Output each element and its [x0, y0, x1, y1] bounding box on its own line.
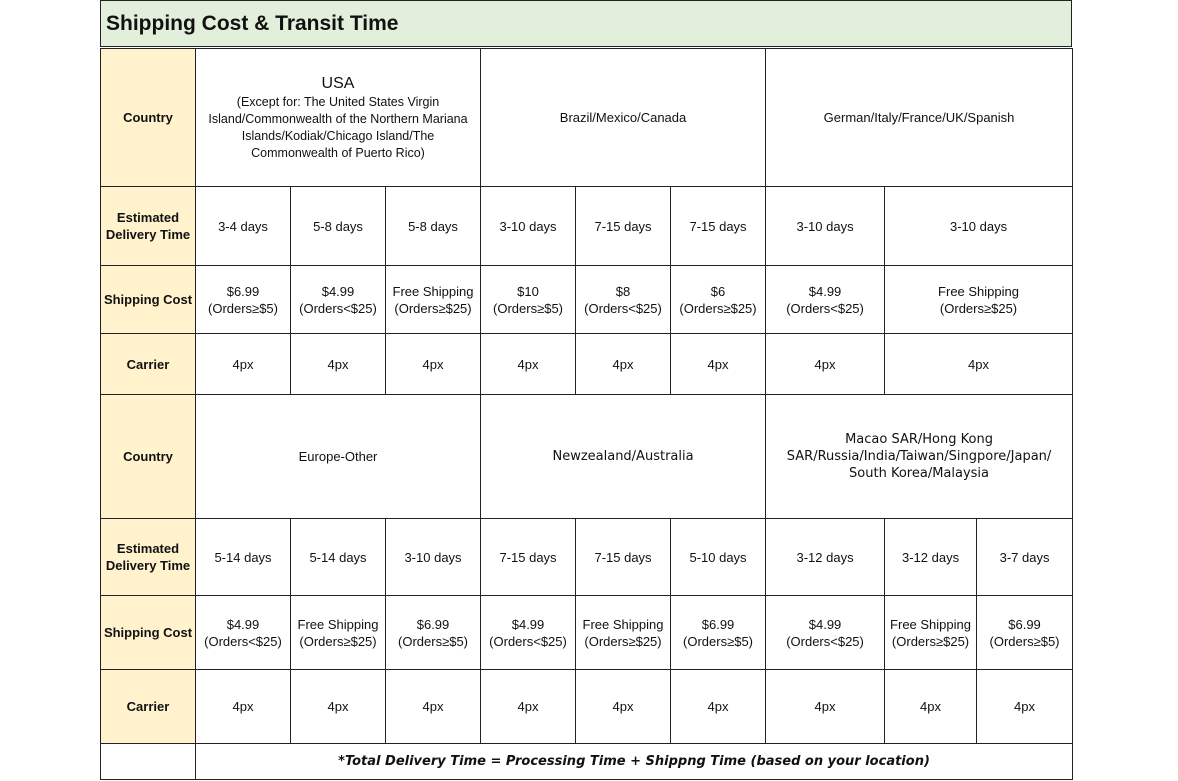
cost-cell: Free Shipping (Orders≥$25)	[576, 596, 671, 670]
country-asia-cell: Macao SAR/Hong Kong SAR/Russia/India/Taiwan/Singpore/Japan/ South Korea/Malaysia	[766, 395, 1073, 519]
cost-cell: $6.99 (Orders≥$5)	[671, 596, 766, 670]
shipping-cost-label: Shipping Cost	[101, 266, 196, 334]
carrier-cell: 4px	[481, 334, 576, 395]
carrier-label: Carrier	[101, 334, 196, 395]
delivery-cell: 5-8 days	[386, 187, 481, 266]
cost-cell: Free Shipping (Orders≥$25)	[386, 266, 481, 334]
cost-cell: $6.99 (Orders≥$5)	[386, 596, 481, 670]
delivery-cell: 3-10 days	[481, 187, 576, 266]
carrier-cell: 4px	[291, 670, 386, 744]
carrier-cell: 4px	[481, 670, 576, 744]
cost-cell: $4.99 (Orders<$25)	[196, 596, 291, 670]
country-usa-note: (Except for: The United States Virgin Island/Commonwealth of the Northern Mariana Islands/Kodiak/Chicago Island/The Commonwealth of Puerto Rico)	[208, 94, 468, 160]
delivery-cell: 3-7 days	[977, 519, 1073, 596]
cost-cell: $4.99 (Orders<$25)	[481, 596, 576, 670]
cost-cell: $8 (Orders<$25)	[576, 266, 671, 334]
carrier-cell: 4px	[291, 334, 386, 395]
carrier-row-1	[101, 334, 1073, 395]
delivery-cell: 3-12 days	[766, 519, 885, 596]
carrier-label: Carrier	[101, 670, 196, 744]
delivery-cell: 5-14 days	[196, 519, 291, 596]
cost-cell: Free Shipping (Orders≥$25)	[885, 266, 1073, 334]
carrier-cell: 4px	[671, 334, 766, 395]
cost-cell: $4.99 (Orders<$25)	[766, 266, 885, 334]
carrier-cell: 4px	[576, 670, 671, 744]
country-usa-cell	[196, 49, 481, 187]
estimated-delivery-label: Estimated Delivery Time	[101, 519, 196, 596]
country-usa-title: USA	[321, 74, 355, 92]
country-label: Country	[101, 395, 196, 519]
cost-row-2	[101, 596, 1073, 670]
shipping-table	[100, 48, 1073, 780]
cost-cell: Free Shipping (Orders≥$25)	[885, 596, 977, 670]
carrier-cell: 4px	[576, 334, 671, 395]
delivery-cell: 3-12 days	[885, 519, 977, 596]
shipping-sheet	[100, 0, 1072, 781]
cost-cell: $6 (Orders≥$25)	[671, 266, 766, 334]
cost-cell: $4.99 (Orders<$25)	[291, 266, 386, 334]
delivery-cell: 7-15 days	[576, 519, 671, 596]
delivery-cell: 3-10 days	[885, 187, 1073, 266]
delivery-cell: 5-14 days	[291, 519, 386, 596]
country-europe-cell: German/Italy/France/UK/Spanish	[766, 49, 1073, 187]
carrier-row-2	[101, 670, 1073, 744]
delivery-cell: 7-15 days	[481, 519, 576, 596]
cost-cell: Free Shipping (Orders≥$25)	[291, 596, 386, 670]
delivery-cell: 5-10 days	[671, 519, 766, 596]
country-row-1	[101, 49, 1073, 187]
estimated-delivery-label: Estimated Delivery Time	[101, 187, 196, 266]
delivery-cell: 3-10 days	[766, 187, 885, 266]
carrier-cell: 4px	[196, 670, 291, 744]
footnote-spacer	[101, 744, 196, 780]
carrier-cell: 4px	[386, 334, 481, 395]
delivery-cell: 3-10 days	[386, 519, 481, 596]
cost-cell: $6.99 (Orders≥$5)	[977, 596, 1073, 670]
footnote: *Total Delivery Time = Processing Time + Shippng Time (based on your location)	[196, 744, 1073, 780]
delivery-cell: 7-15 days	[671, 187, 766, 266]
carrier-cell: 4px	[671, 670, 766, 744]
footnote-row	[101, 744, 1073, 780]
shipping-cost-label: Shipping Cost	[101, 596, 196, 670]
carrier-cell: 4px	[196, 334, 291, 395]
carrier-cell: 4px	[766, 670, 885, 744]
country-europe-other-cell: Europe-Other	[196, 395, 481, 519]
cost-cell: $6.99 (Orders≥$5)	[196, 266, 291, 334]
title-bar	[100, 0, 1072, 47]
delivery-row-1	[101, 187, 1073, 266]
cost-cell: $4.99 (Orders<$25)	[766, 596, 885, 670]
cost-cell: $10 (Orders≥$5)	[481, 266, 576, 334]
delivery-cell: 3-4 days	[196, 187, 291, 266]
country-nz-cell: Newzealand/Australia	[481, 395, 766, 519]
cost-row-1	[101, 266, 1073, 334]
carrier-cell: 4px	[386, 670, 481, 744]
carrier-cell: 4px	[977, 670, 1073, 744]
carrier-cell: 4px	[766, 334, 885, 395]
carrier-cell: 4px	[885, 334, 1073, 395]
country-label: Country	[101, 49, 196, 187]
carrier-cell: 4px	[885, 670, 977, 744]
delivery-cell: 5-8 days	[291, 187, 386, 266]
page-title: Shipping Cost & Transit Time	[106, 11, 399, 35]
country-row-2	[101, 395, 1073, 519]
delivery-cell: 7-15 days	[576, 187, 671, 266]
country-brazil-cell: Brazil/Mexico/Canada	[481, 49, 766, 187]
delivery-row-2	[101, 519, 1073, 596]
